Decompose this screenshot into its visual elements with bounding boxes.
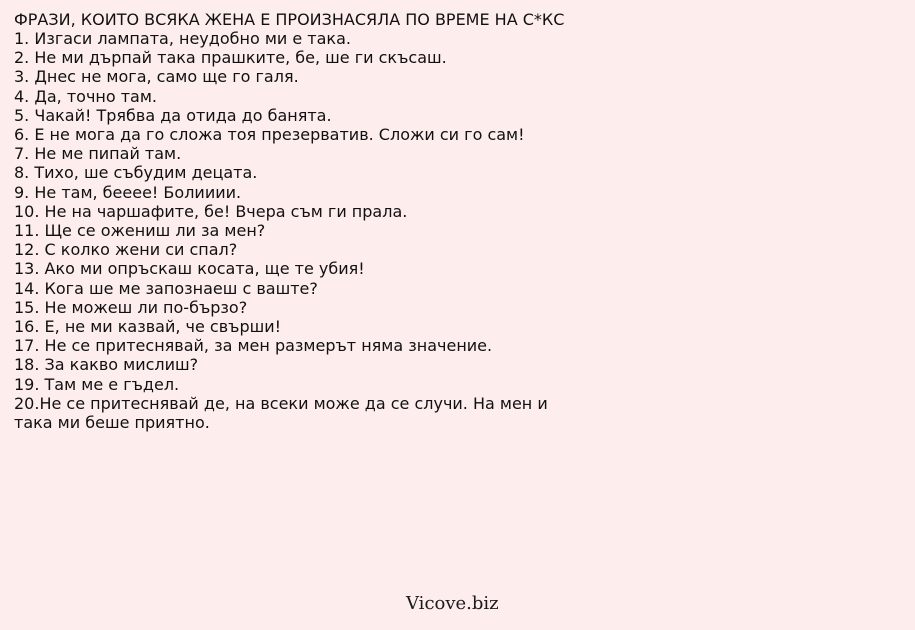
list-item: 7. Не ме пипай там. <box>14 144 182 164</box>
list-item: 1. Изгаси лампата, неудобно ми е така. <box>14 29 351 48</box>
list-item: 4. Да, точно там. <box>14 86 158 106</box>
document-title: ФРАЗИ, КОИТО ВСЯКА ЖЕНА Е ПРОИЗНАСЯЛА ПО ВРЕМЕ НА С*КС <box>14 10 565 29</box>
list-item: 13. Ако ми опръскаш косата, ще те убия! <box>14 259 365 279</box>
document <box>14 10 904 432</box>
list-item: 12. С колко жени си спал? <box>14 240 238 260</box>
list-item: 20.Не се притеснявай де, на всеки може да се случи. На мен и така ми беше приятно. <box>14 393 548 433</box>
list-item: 14. Кога ше ме запознаеш с ваште? <box>14 278 318 298</box>
list-item: 16. Е, не ми казвай, че свърши! <box>14 317 282 337</box>
list-item: 19. Там ме е гъдел. <box>14 374 180 394</box>
list-item: 17. Не се притеснявай, за мен размерът няма значение. <box>14 336 493 356</box>
list-item: 15. Не можеш ли по-бързо? <box>14 297 248 317</box>
list-item: 6. Е не мога да го сложа тоя презерватив. Сложи си го сам! <box>14 125 525 145</box>
site-watermark: Vicove.biz <box>406 593 499 614</box>
list-item: 2. Не ми дърпай така прашките, бе, ше ги скъсаш. <box>14 48 447 68</box>
phrase-list <box>14 29 904 432</box>
list-item: 8. Тихо, ше събудим децата. <box>14 163 258 183</box>
list-item: 11. Ще се ожениш ли за мен? <box>14 221 266 241</box>
list-item: 3. Днес не мога, само ще го галя. <box>14 67 299 87</box>
list-item: 9. Не там, беееe! Болииии. <box>14 182 242 202</box>
list-item: 10. Не на чаршафите, бе! Вчера съм ги прала. <box>14 201 408 221</box>
list-item: 18. За какво мислиш? <box>14 355 199 375</box>
list-item: 5. Чакай! Трябва да отида до банята. <box>14 105 332 125</box>
